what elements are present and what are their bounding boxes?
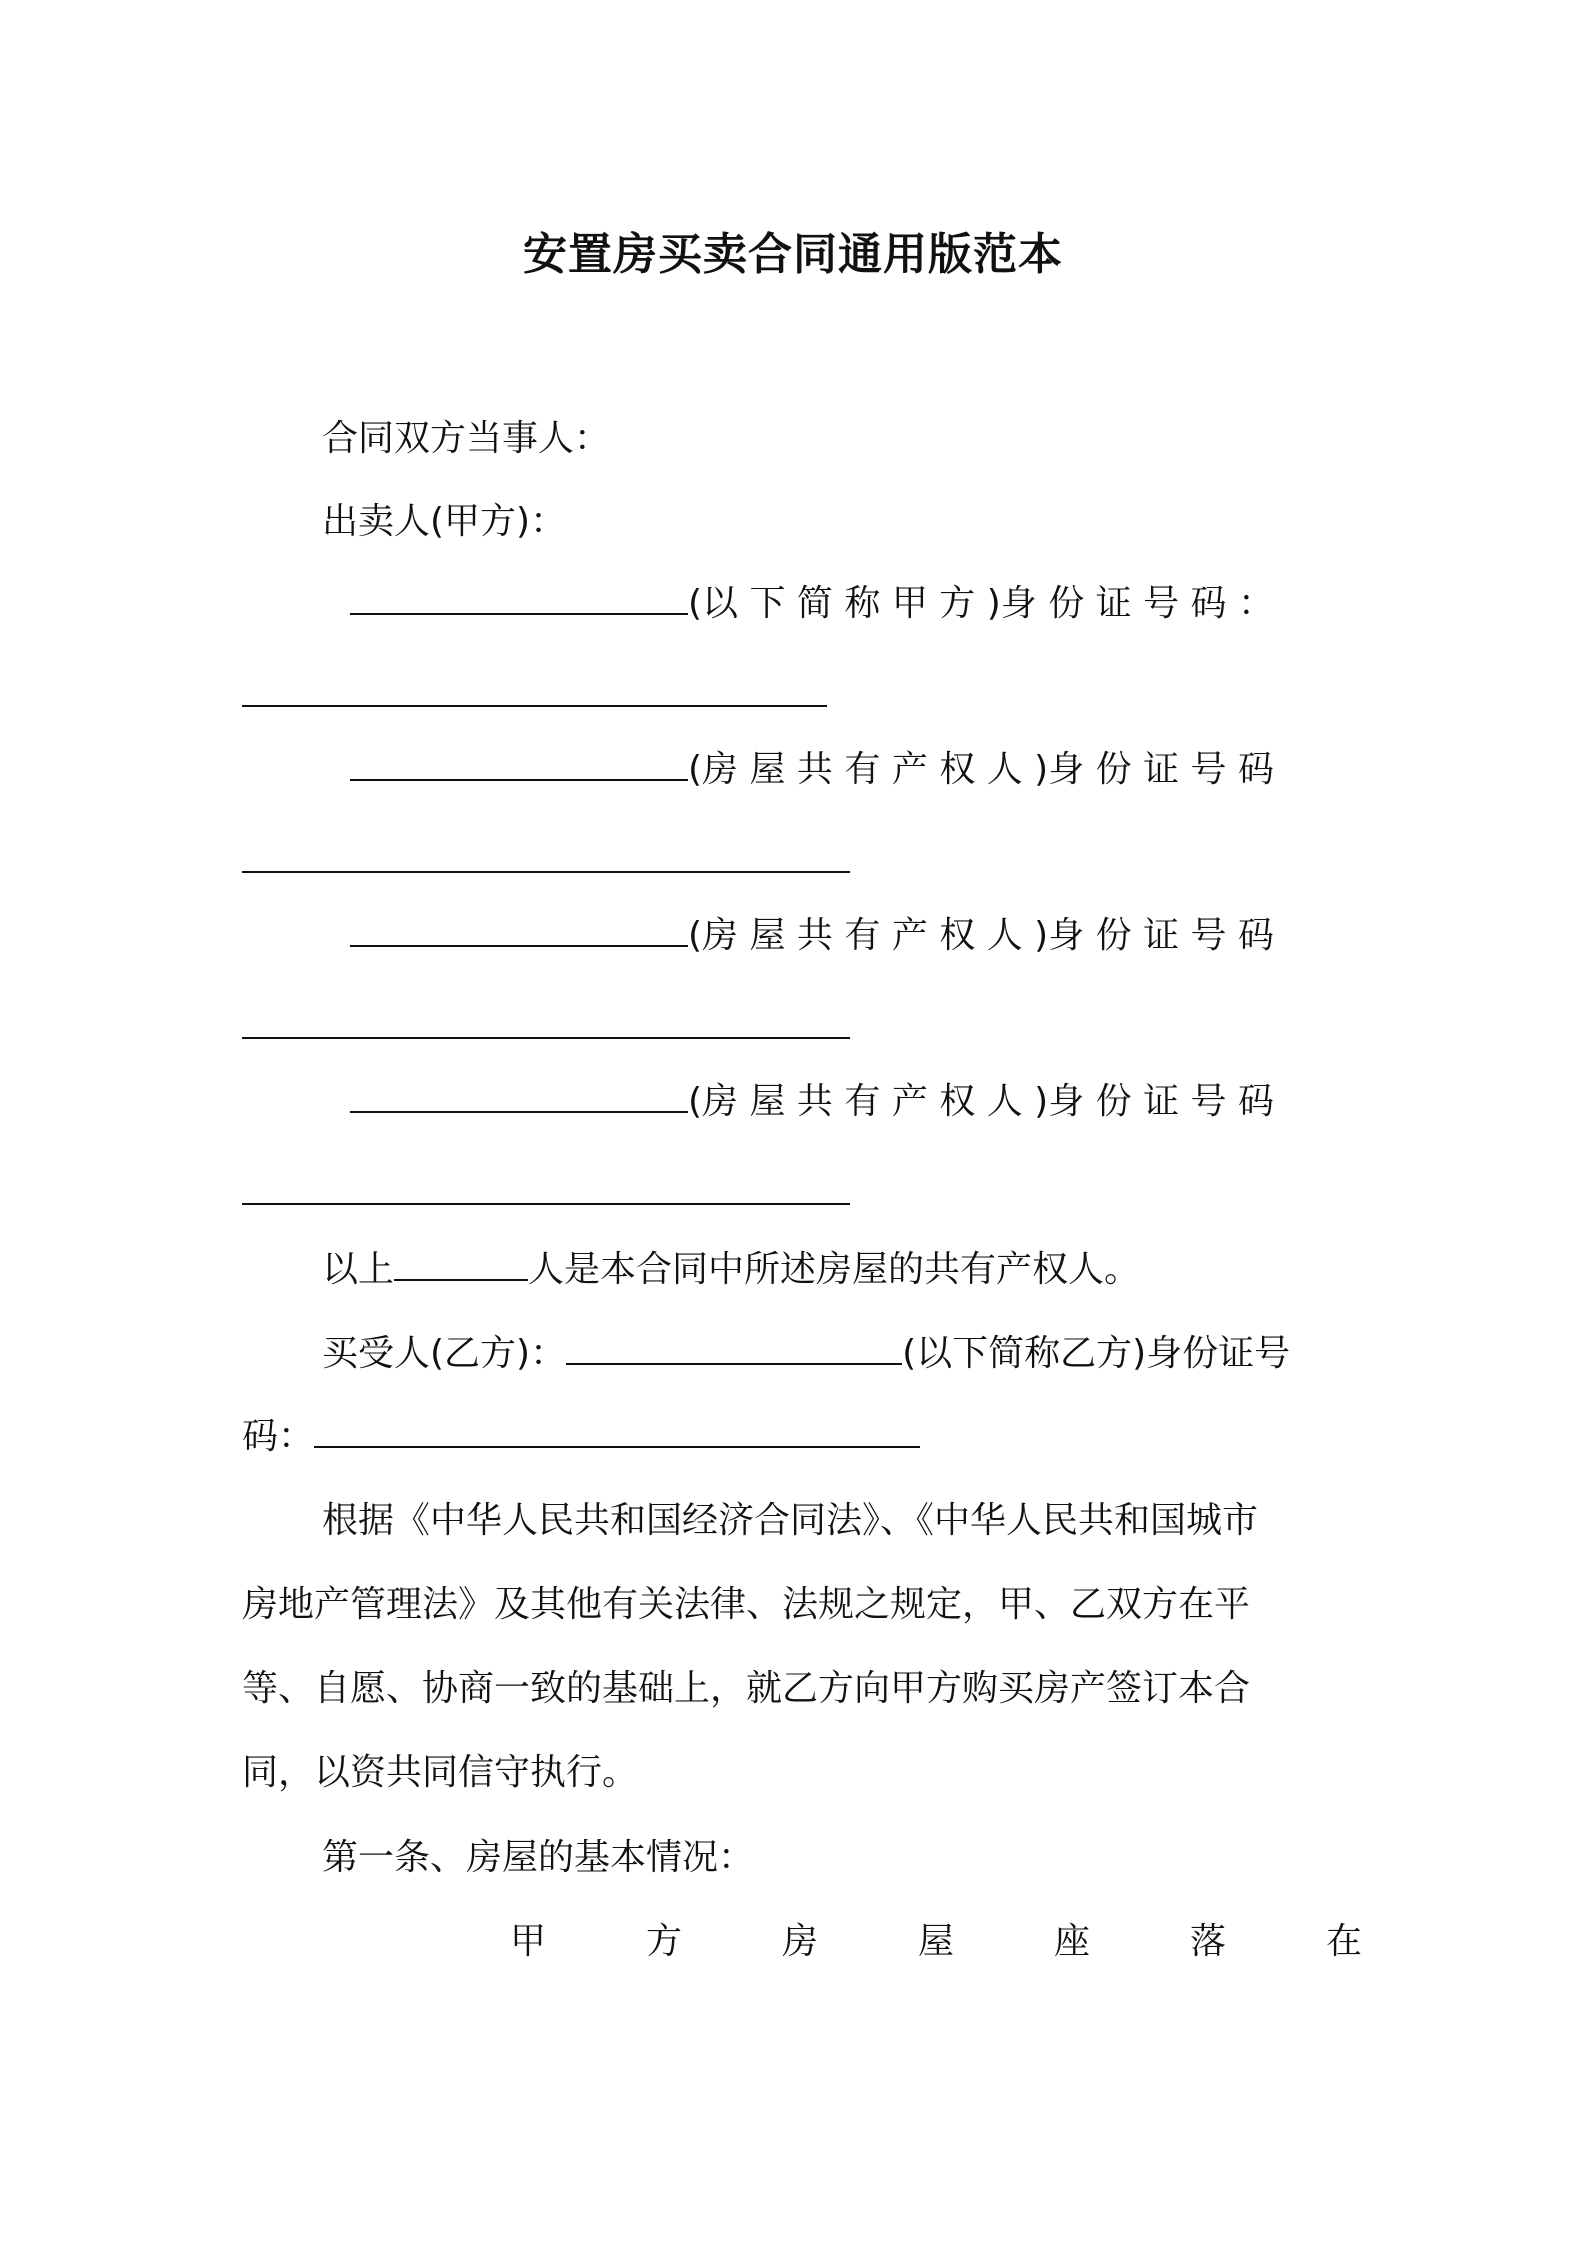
- co-owner-1-label: (房 屋 共 有 产 权 人 )身 份 证 号 码: [688, 749, 1274, 790]
- co-owner-1-line: [350, 746, 1274, 794]
- basis-paragraph-line-4: 同，以资共同信守执行。: [242, 1752, 639, 1793]
- seller-name-line: [350, 580, 1274, 628]
- co-owner-1-id-blank[interactable]: [242, 841, 850, 873]
- article-1-heading: 第一条、房屋的基本情况：: [322, 1837, 755, 1878]
- seller-id-blank[interactable]: [242, 675, 827, 707]
- co-owner-3-id-blank[interactable]: [242, 1173, 850, 1205]
- parties-heading: 合同双方当事人：: [322, 418, 611, 459]
- basis-paragraph-line-1: 根据《中华人民共和国经济合同法》、《中华人民共和国城市: [322, 1500, 1259, 1541]
- buyer-id-prefix: 码：: [242, 1416, 315, 1457]
- co-owner-2-line: [350, 912, 1274, 960]
- co-owner-3-id-line: [242, 1170, 850, 1218]
- seller-name-blank[interactable]: [350, 583, 688, 615]
- co-owner-3-name-blank[interactable]: [350, 1081, 688, 1113]
- co-owner-3-line: [350, 1078, 1274, 1126]
- buyer-name-blank[interactable]: [566, 1333, 902, 1365]
- buyer-line: [322, 1330, 1290, 1378]
- buyer-label: 买受人(乙方)：: [322, 1333, 567, 1374]
- co-owners-suffix: 人是本合同中所述房屋的共有产权人。: [528, 1249, 1141, 1290]
- co-owners-count-blank[interactable]: [394, 1249, 528, 1281]
- co-owner-3-label: (房 屋 共 有 产 权 人 )身 份 证 号 码: [688, 1081, 1274, 1122]
- co-owner-1-name-blank[interactable]: [350, 749, 688, 781]
- seller-id-label: (以 下 简 称 甲 方 )身 份 证 号 码 ：: [688, 583, 1274, 624]
- co-owners-count-line: [322, 1246, 1140, 1294]
- seller-id-line: [242, 672, 827, 720]
- basis-paragraph-line-3: 等、自愿、协商一致的基础上，就乙方向甲方购买房产签订本合: [242, 1668, 1251, 1709]
- basis-paragraph-line-2: 房地产管理法》及其他有关法律、法规之规定，甲、乙双方在平: [242, 1584, 1251, 1625]
- co-owner-2-label: (房 屋 共 有 产 权 人 )身 份 证 号 码: [688, 915, 1274, 956]
- seller-label: 出卖人(甲方)：: [322, 501, 567, 542]
- co-owner-2-id-blank[interactable]: [242, 1007, 850, 1039]
- co-owner-2-id-line: [242, 1004, 850, 1052]
- buyer-id-blank[interactable]: [314, 1416, 920, 1448]
- co-owner-2-name-blank[interactable]: [350, 915, 688, 947]
- buyer-id-line: [242, 1413, 920, 1461]
- co-owners-prefix: 以上: [322, 1249, 395, 1290]
- document-title: 安置房买卖合同通用版范本: [523, 229, 1063, 280]
- co-owner-1-id-line: [242, 838, 850, 886]
- buyer-id-label: (以下简称乙方)身份证号: [902, 1333, 1291, 1374]
- article-1-location-line: 甲方房屋座落在: [510, 1921, 1463, 1962]
